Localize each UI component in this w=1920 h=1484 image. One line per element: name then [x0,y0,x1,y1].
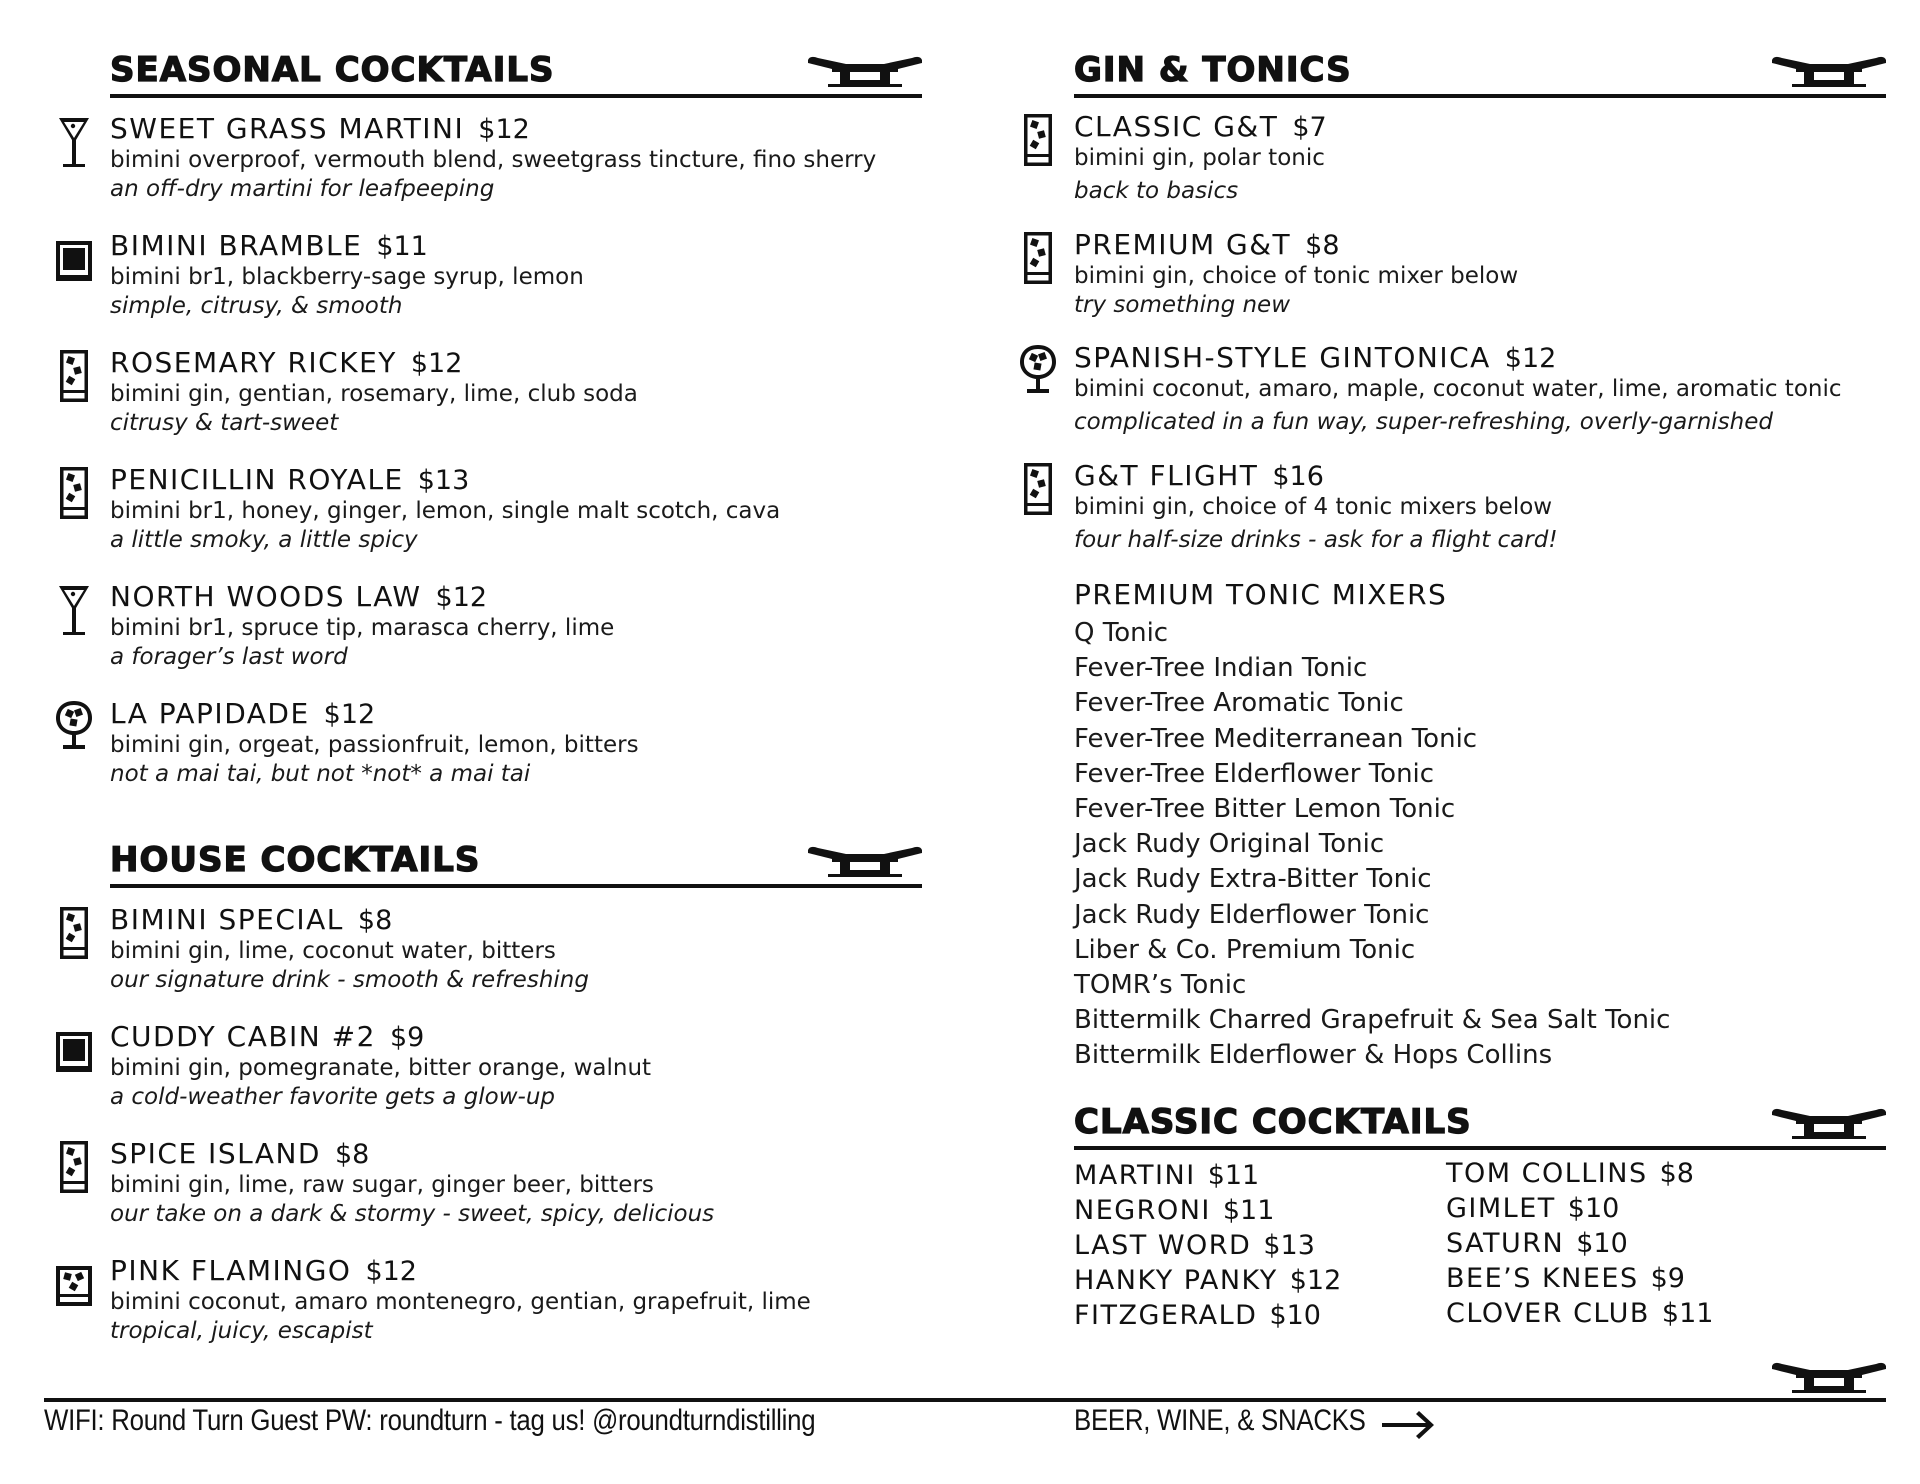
item-price: $12 [323,699,376,730]
item-price: $10 [1269,1300,1321,1331]
item-name: CUDDY CABIN #2 [110,1020,376,1053]
item-name: FITZGERALD [1074,1300,1258,1331]
item-name: BIMINI BRAMBLE [110,229,363,262]
boat-cleat-icon [806,52,924,88]
item-description: bimini gin, lime, coconut water, bitters [110,938,556,964]
item-price: $10 [1567,1193,1620,1224]
martini-glass-icon [54,582,94,638]
menu-item [110,697,990,789]
classic-header [1074,1094,1886,1150]
menu-item [110,580,990,672]
item-tagline: tropical, juicy, escapist [110,1318,373,1344]
item-name: TOM COLLINS [1446,1158,1648,1189]
item-price: $9 [389,1022,425,1053]
item-tagline: a forager’s last word [110,644,348,670]
menu-item [1074,228,1920,320]
item-tagline: four half-size drinks - ask for a flight card! [1074,527,1558,553]
list-item: Jack Rudy Extra-Bitter Tonic [1074,864,1432,895]
item-name: CLASSIC G&T [1074,110,1279,143]
item-tagline: a cold-weather favorite gets a glow-up [110,1084,555,1110]
menu-item [110,1137,990,1229]
item-price: $13 [417,465,470,496]
menu-item [110,463,990,555]
item-price: $11 [1222,1195,1275,1226]
list-item: Fever-Tree Aromatic Tonic [1074,688,1404,719]
item-price: $12 [1289,1265,1342,1296]
highball-glass-icon [54,905,94,961]
item-price: $12 [365,1256,417,1287]
item-tagline: try something new [1074,292,1291,318]
list-item: TOMR’s Tonic [1074,970,1247,1001]
highball-glass-icon [1018,112,1058,168]
item-description: bimini gin, orgeat, passionfruit, lemon, bitters [110,732,639,758]
section-title: CLASSIC COCKTAILS [1074,1102,1472,1142]
ice-rocks-glass-icon [54,1256,94,1312]
list-item [1074,1230,1341,1265]
list-item [1074,1300,1341,1335]
highball-glass-icon [54,1139,94,1195]
menu-item [1074,110,1920,206]
list-item [1446,1158,1713,1193]
item-description: bimini gin, polar tonic [1074,145,1325,171]
list-item: Q Tonic [1074,618,1169,648]
item-description: bimini gin, pomegranate, bitter orange, walnut [110,1055,652,1081]
list-item [1446,1193,1713,1228]
menu-item [110,903,990,995]
highball-glass-icon [1018,230,1058,286]
rocks-glass-icon [54,231,94,287]
footer-divider [44,1398,1886,1402]
boat-cleat-icon [1770,1358,1888,1394]
highball-glass-icon [54,465,94,521]
section-title: GIN & TONICS [1074,50,1352,90]
item-price: $12 [410,348,463,379]
item-name: CLOVER CLUB [1446,1298,1650,1329]
item-description: bimini gin, choice of tonic mixer below [1074,263,1519,289]
item-price: $9 [1650,1263,1685,1294]
footer-next-page-label: BEER, WINE, & SNACKS [1074,1404,1366,1437]
item-description: bimini gin, gentian, rosemary, lime, club soda [110,381,638,407]
classic-column-right [1446,1158,1713,1333]
item-tagline: citrusy & tart-sweet [110,410,339,436]
menu-item [110,229,990,321]
item-tagline: simple, citrusy, & smooth [110,293,403,319]
item-price: $10 [1576,1228,1628,1259]
item-price: $12 [478,114,530,145]
item-name: SPANISH-STYLE GINTONICA [1074,341,1491,374]
list-item [1074,1195,1341,1230]
item-price: $11 [376,231,428,262]
item-tagline: an off-dry martini for leafpeeping [110,176,495,202]
classic-column-left [1074,1160,1341,1335]
list-item: Liber & Co. Premium Tonic [1074,934,1416,965]
item-tagline: our take on a dark & stormy - sweet, spicy, delicious [110,1201,715,1227]
list-item [1446,1298,1713,1333]
item-name: NORTH WOODS LAW [110,580,422,613]
list-item: Jack Rudy Original Tonic [1074,829,1385,860]
item-tagline: a little smoky, a little spicy [110,527,418,553]
item-description: bimini overproof, vermouth blend, sweetgrass tincture, fino sherry [110,147,877,173]
item-price: $8 [1659,1158,1694,1189]
item-price: $11 [1207,1160,1260,1191]
item-price: $7 [1292,112,1327,143]
item-name: PENICILLIN ROYALE [110,463,404,496]
arrow-right-icon [1380,1410,1436,1440]
item-name: G&T FLIGHT [1074,459,1259,492]
menu-item [110,1020,990,1112]
item-price: $8 [357,905,393,936]
menu-item [1074,459,1920,555]
item-tagline: not a mai tai, but not *not* a mai tai [110,761,531,787]
menu-item [110,1254,990,1346]
item-name: PREMIUM G&T [1074,228,1292,261]
footer-wifi-info: WIFI: Round Turn Guest PW: roundturn - tag us! @roundturndistilling [44,1404,816,1437]
item-name: BEE’S KNEES [1446,1263,1639,1294]
item-description: bimini coconut, amaro montenegro, gentian, grapefruit, lime [110,1289,811,1315]
section-title: HOUSE COCKTAILS [110,840,481,880]
item-description: bimini gin, lime, raw sugar, ginger beer, bitters [110,1172,654,1198]
goblet-glass-icon [54,699,94,755]
item-tagline: complicated in a fun way, super-refreshing, overly-garnished [1074,409,1773,435]
house-header [110,832,922,888]
item-name: GIMLET [1446,1193,1556,1224]
rocks-glass-icon [54,1022,94,1078]
item-description: bimini coconut, amaro, maple, coconut water, lime, aromatic tonic [1074,376,1842,402]
martini-glass-icon [54,114,94,170]
tonic-mixers-list [1074,578,1886,1074]
highball-glass-icon [1018,461,1058,517]
menu-item [110,112,990,204]
list-item [1074,1160,1341,1195]
list-item: Jack Rudy Elderflower Tonic [1074,899,1430,930]
item-name: SATURN [1446,1228,1565,1259]
list-item [1446,1263,1713,1298]
item-name: BIMINI SPECIAL [110,903,344,936]
item-description: bimini br1, blackberry-sage syrup, lemon [110,264,584,290]
item-price: $8 [335,1139,370,1170]
item-tagline: back to basics [1074,178,1239,204]
list-item [1446,1228,1713,1263]
highball-glass-icon [54,348,94,404]
item-price: $13 [1263,1230,1315,1261]
item-name: LA PAPIDADE [110,697,310,730]
item-price: $16 [1272,461,1324,492]
goblet-glass-icon [1018,343,1058,399]
item-price: $12 [435,582,488,613]
boat-cleat-icon [1770,1104,1888,1140]
item-name: SWEET GRASS MARTINI [110,112,465,145]
list-item: Fever-Tree Bitter Lemon Tonic [1074,794,1456,825]
item-name: PINK FLAMINGO [110,1254,352,1287]
boat-cleat-icon [806,842,924,878]
gin-tonics-header [1074,42,1886,98]
item-name: HANKY PANKY [1074,1265,1278,1296]
seasonal-header [110,42,922,98]
item-name: LAST WORD [1074,1230,1252,1261]
item-price: $8 [1305,230,1340,261]
item-name: NEGRONI [1074,1195,1211,1226]
item-tagline: our signature drink - smooth & refreshing [110,967,589,993]
menu-item [110,346,990,438]
item-name: MARTINI [1074,1160,1196,1191]
list-item: Fever-Tree Indian Tonic [1074,653,1368,684]
list-item [1074,1265,1341,1300]
item-description: bimini br1, honey, ginger, lemon, single malt scotch, cava [110,498,781,524]
boat-cleat-icon [1770,52,1888,88]
list-item: Fever-Tree Mediterranean Tonic [1074,723,1478,754]
item-name: ROSEMARY RICKEY [110,346,397,379]
menu-item [1074,341,1920,437]
item-description: bimini gin, choice of 4 tonic mixers below [1074,494,1553,520]
list-item: Bittermilk Elderflower & Hops Collins [1074,1040,1553,1071]
item-price: $12 [1504,343,1557,374]
item-description: bimini br1, spruce tip, marasca cherry, lime [110,615,615,641]
item-name: SPICE ISLAND [110,1137,321,1170]
item-price: $11 [1661,1298,1714,1329]
section-title: SEASONAL COCKTAILS [110,50,555,90]
list-item: Bittermilk Charred Grapefruit & Sea Salt Tonic [1074,1005,1671,1036]
list-item: Fever-Tree Elderflower Tonic [1074,758,1435,789]
mixers-title: PREMIUM TONIC MIXERS [1074,578,1448,611]
